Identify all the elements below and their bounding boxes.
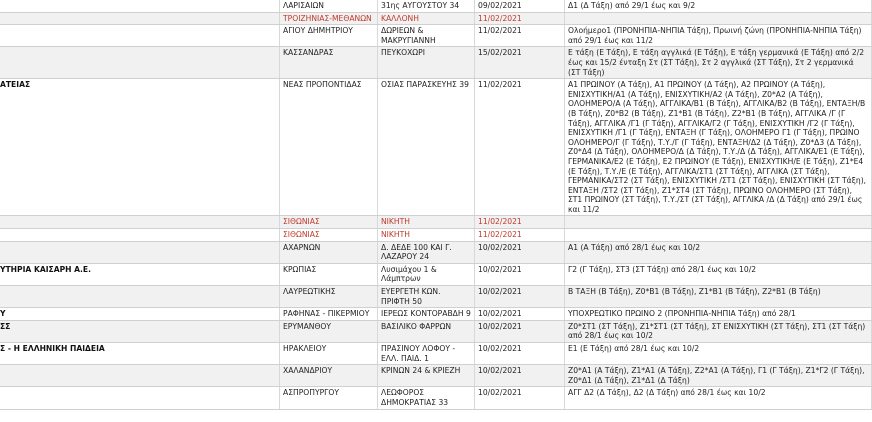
school-cell: Σ - Η ΕΛΛΗΝΙΚΗ ΠΑΙΔΕΙΑ bbox=[0, 343, 280, 365]
area-cell: ΧΑΛΑΝΔΡΙΟΥ bbox=[280, 365, 378, 387]
classes-cell bbox=[565, 229, 872, 242]
table-row bbox=[0, 47, 872, 79]
date-cell: 10/02/2021 bbox=[475, 343, 565, 365]
table-row bbox=[0, 12, 872, 25]
date-cell: 09/02/2021 bbox=[475, 0, 565, 12]
table-row bbox=[0, 343, 872, 365]
classes-cell: ΥΠΟΧΡΕΩΤΙΚΟ ΠΡΩΙΝΟ 2 (ΠΡΟΝΗΠΙΑ-ΝΗΠΙΑ Τάξη) από 28/1 bbox=[565, 308, 872, 321]
area-cell: ΝΕΑΣ ΠΡΟΠΟΝΤΙΔΑΣ bbox=[280, 79, 378, 216]
school-cell bbox=[0, 25, 280, 47]
table-row bbox=[0, 25, 872, 47]
school-cell bbox=[0, 286, 280, 308]
school-cell: ΣΣ bbox=[0, 320, 280, 342]
school-cell: ΑΤΕΙΑΣ bbox=[0, 79, 280, 216]
address-cell: Δ. ΔΕΔΕ 100 ΚΑΙ Γ. ΛΑΖΑΡΟΥ 24 bbox=[378, 241, 475, 263]
classes-cell: Δ1 (Δ Τάξη) από 29/1 έως και 9/2 bbox=[565, 0, 872, 12]
date-cell: 10/02/2021 bbox=[475, 387, 565, 409]
table-row bbox=[0, 365, 872, 387]
school-cell bbox=[0, 47, 280, 79]
table-row bbox=[0, 0, 872, 12]
address-cell: ΔΩΡΙΕΩΝ & ΜΑΚΡΥΓΙΑΝΝΗ bbox=[378, 25, 475, 47]
area-cell: ΡΑΦΗΝΑΣ - ΠΙΚΕΡΜΙΟΥ bbox=[280, 308, 378, 321]
date-cell: 11/02/2021 bbox=[475, 12, 565, 25]
area-cell: ΤΡΟΙΖΗΝΙΑΣ-ΜΕΘΑΝΩΝ bbox=[280, 12, 378, 25]
table-row bbox=[0, 79, 872, 216]
table-row bbox=[0, 387, 872, 409]
date-cell: 11/02/2021 bbox=[475, 216, 565, 229]
address-cell: ΠΕΥΚΟΧΩΡΙ bbox=[378, 47, 475, 79]
date-cell: 10/02/2021 bbox=[475, 263, 565, 285]
area-cell: ΚΑΣΣΑΝΔΡΑΣ bbox=[280, 47, 378, 79]
area-cell: ΑΣΠΡΟΠΥΡΓΟΥ bbox=[280, 387, 378, 409]
school-cell bbox=[0, 0, 280, 12]
area-cell: ΑΓΙΟΥ ΔΗΜΗΤΡΙΟΥ bbox=[280, 25, 378, 47]
school-cell: ΥΤΗΡΙΑ ΚΑΙΣΑΡΗ Α.Ε. bbox=[0, 263, 280, 285]
address-cell: ΝΙΚΗΤΗ bbox=[378, 229, 475, 242]
area-cell: ΕΡΥΜΑΝΘΟΥ bbox=[280, 320, 378, 342]
date-cell: 10/02/2021 bbox=[475, 308, 565, 321]
address-cell: ΚΡΙΝΩΝ 24 & ΚΡΙΕΖΗ bbox=[378, 365, 475, 387]
table-row bbox=[0, 320, 872, 342]
school-cell bbox=[0, 229, 280, 242]
area-cell: ΛΑΡΙΣΑΙΩΝ bbox=[280, 0, 378, 12]
address-cell: 31ης ΑΥΓΟΥΣΤΟΥ 34 bbox=[378, 0, 475, 12]
area-cell: ΣΙΘΩΝΙΑΣ bbox=[280, 216, 378, 229]
date-cell: 11/02/2021 bbox=[475, 229, 565, 242]
address-cell: ΟΣΙΑΣ ΠΑΡΑΣΚΕΥΗΣ 39 bbox=[378, 79, 475, 216]
school-cell bbox=[0, 365, 280, 387]
classes-cell: Α1 ΠΡΩΙΝΟΥ (Α Τάξη), Α1 ΠΡΩΙΝΟΥ (Δ Τάξη), Α2 ΠΡΩΙΝΟΥ (Α Τάξη), ΕΝΙΣΧΥΤΙΚΗ/Α1 (Α Τάξη), ΕΝΙΣΧΥΤΙΚΗ/Α2 (Α Τάξη), Ζ0*Α2 (Α Τάξη), ΟΛΟΗΜΕΡΟ/Α (Α Τάξη), ΑΓΓΛΙΚΑ/Β1 (Β Τάξη), ΑΓΓΛΙΚΑ/Β2 (Β Τάξη), ΕΝΤΑΞΗ/Β (Β Τάξη), Ζ0*Β2 (Β Τάξη), Ζ1*Β1 (Β Τάξη), Ζ2*Β1 (Β Τάξη), ΑΓΓΛΙΚΑ /Γ (Γ Τάξη), ΑΓΓΛΙΚΑ /Γ1 (Γ Τάξη), ΑΓΓΛΙΚΑ/Γ2 (Γ Τάξη), ΕΝΙΣΧΥΤΙΚΗ /Γ2 (Γ Τάξη), ΕΝΙΣΧΥΤΙΚΗ /Γ1 (Γ Τάξη), ΕΝΤΑΞΗ (Γ Τάξη), ΟΛΟΗΜΕΡΟ Γ1 (Γ Τάξη), ΠΡΩΙΝΟ ΟΛΟΗΜΕΡΟ/Γ (Γ Τάξη), Τ.Υ./Γ (Γ Τάξη), ΕΝΤΑΞΗ/Δ2 (Δ Τάξη), Ζ0*Δ3 (Δ Τάξη), Ζ0*Δ4 (Δ Τάξη), ΟΛΟΗΜΕΡΟ/Δ (Δ Τάξη), Τ.Υ./Δ (Δ Τάξη), ΑΓΓΛΙΚΑ/Ε1 (Ε Τάξη), ΓΕΡΜΑΝΙΚΑ/Ε2 (Ε Τάξη), Ε2 ΠΡΩΙΝΟΥ (Ε Τάξη), ΕΝΙΣΧΥΤΙΚΗ/Ε (Ε Τάξη), Ζ1*Ε4 (Ε Τάξη), Τ.Υ./Ε (Ε Τάξη), ΑΓΓΛΙΚΑ/ΣΤ1 (ΣΤ Τάξη), ΑΓΓΛΙΚΑ (ΣΤ Τάξη), ΓΕΡΜΑΝΙΚΑ/ΣΤ2 (ΣΤ Τάξη), ΕΝΙΣΧΥΤΙΚΗ /ΣΤ1 (ΣΤ Τάξη), ΕΝΙΣΧΥΤΙΚΗ (ΣΤ Τάξη), ΕΝΤΑΞΗ /ΣΤ2 (ΣΤ Τάξη), Ζ1*ΣΤ4 (ΣΤ Τάξη), ΠΡΩΙΝΟ ΟΛΟΗΜΕΡΟ (ΣΤ Τάξη), ΣΤ1 ΠΡΩΙΝΟΥ (ΣΤ Τάξη), Τ.Υ./ΣΤ (ΣΤ Τάξη), ΑΓΓΛΙΚΑ /Δ (Δ Τάξη) από 29/1 έως και 11/2 bbox=[565, 79, 872, 216]
address-cell: Λυσιμάχου 1 & Λάμπτρων bbox=[378, 263, 475, 285]
classes-cell bbox=[565, 12, 872, 25]
classes-cell: Ε τάξη (Ε Τάξη), Ε τάξη αγγλικά (Ε Τάξη), Ε τάξη γερμανικά (Ε Τάξη) από 2/2 έως και 15/2 ένταξη Στ (ΣΤ Τάξη), Στ 2 αγγλικά (ΣΤ Τάξη), Στ 2 γερμανικά (ΣΤ Τάξη) bbox=[565, 47, 872, 79]
table-row bbox=[0, 263, 872, 285]
area-cell: ΚΡΩΠΙΑΣ bbox=[280, 263, 378, 285]
date-cell: 10/02/2021 bbox=[475, 320, 565, 342]
classes-cell: ΑΓΓ Δ2 (Δ Τάξη), Δ2 (Δ Τάξη) από 28/1 έως και 10/2 bbox=[565, 387, 872, 409]
address-cell: ΚΑΛΛΟΝΗ bbox=[378, 12, 475, 25]
address-cell: ΒΑΣΙΛΙΚΟ ΦΑΡΡΩΝ bbox=[378, 320, 475, 342]
table-row bbox=[0, 286, 872, 308]
area-cell: ΗΡΑΚΛΕΙΟΥ bbox=[280, 343, 378, 365]
classes-cell: Β ΤΑΞΗ (Β Τάξη), Ζ0*Β1 (Β Τάξη), Ζ1*Β1 (Β Τάξη), Ζ2*Β1 (Β Τάξη) bbox=[565, 286, 872, 308]
school-cell: Υ bbox=[0, 308, 280, 321]
area-cell: ΣΙΘΩΝΙΑΣ bbox=[280, 229, 378, 242]
school-cell bbox=[0, 12, 280, 25]
area-cell: ΑΧΑΡΝΩΝ bbox=[280, 241, 378, 263]
address-cell: ΛΕΩΦΟΡΟΣ ΔΗΜΟΚΡΑΤΙΑΣ 33 bbox=[378, 387, 475, 409]
classes-cell bbox=[565, 216, 872, 229]
address-cell: ΙΕΡΕΩΣ ΚΟΝΤΟΡΑΒΔΗ 9 bbox=[378, 308, 475, 321]
classes-cell: Ζ0*ΣΤ1 (ΣΤ Τάξη), Ζ1*ΣΤ1 (ΣΤ Τάξη), ΣΤ ΕΝΙΣΧΥΤΙΚΗ (ΣΤ Τάξη), ΣΤ1 (ΣΤ Τάξη) από 28/1 έως και 10/2 bbox=[565, 320, 872, 342]
date-cell: 15/02/2021 bbox=[475, 47, 565, 79]
table-row bbox=[0, 241, 872, 263]
school-cell bbox=[0, 241, 280, 263]
table-row bbox=[0, 308, 872, 321]
classes-cell: Ζ0*Α1 (Α Τάξη), Ζ1*Α1 (Α Τάξη), Ζ2*Α1 (Α Τάξη), Γ1 (Γ Τάξη), Ζ1*Γ2 (Γ Τάξη), Ζ0*Δ1 (Δ Τάξη), Ζ1*Δ1 (Δ Τάξη) bbox=[565, 365, 872, 387]
classes-cell: Ε1 (Ε Τάξη) από 28/1 έως και 10/2 bbox=[565, 343, 872, 365]
table-row bbox=[0, 216, 872, 229]
date-cell: 10/02/2021 bbox=[475, 365, 565, 387]
date-cell: 10/02/2021 bbox=[475, 241, 565, 263]
classes-cell: Α1 (Α Τάξη) από 28/1 έως και 10/2 bbox=[565, 241, 872, 263]
classes-cell: Ολοήμερο1 (ΠΡΟΝΗΠΙΑ-ΝΗΠΙΑ Τάξη), Πρωινή ζώνη (ΠΡΟΝΗΠΙΑ-ΝΗΠΙΑ Τάξη) από 29/1 έως και 11/2 bbox=[565, 25, 872, 47]
date-cell: 10/02/2021 bbox=[475, 286, 565, 308]
table-row bbox=[0, 229, 872, 242]
area-cell: ΛΑΥΡΕΩΤΙΚΗΣ bbox=[280, 286, 378, 308]
address-cell: ΠΡΑΣΙΝΟΥ ΛΟΦΟΥ - ΕΛΛ. ΠΑΙΔ. 1 bbox=[378, 343, 475, 365]
school-cell bbox=[0, 216, 280, 229]
classes-cell: Γ2 (Γ Τάξη), ΣΤ3 (ΣΤ Τάξη) από 28/1 έως και 10/2 bbox=[565, 263, 872, 285]
address-cell: ΕΥΕΡΓΕΤΗ ΚΩΝ. ΠΡΙΦΤΗ 50 bbox=[378, 286, 475, 308]
school-cell bbox=[0, 387, 280, 409]
date-cell: 11/02/2021 bbox=[475, 79, 565, 216]
date-cell: 11/02/2021 bbox=[475, 25, 565, 47]
address-cell: ΝΙΚΗΤΗ bbox=[378, 216, 475, 229]
